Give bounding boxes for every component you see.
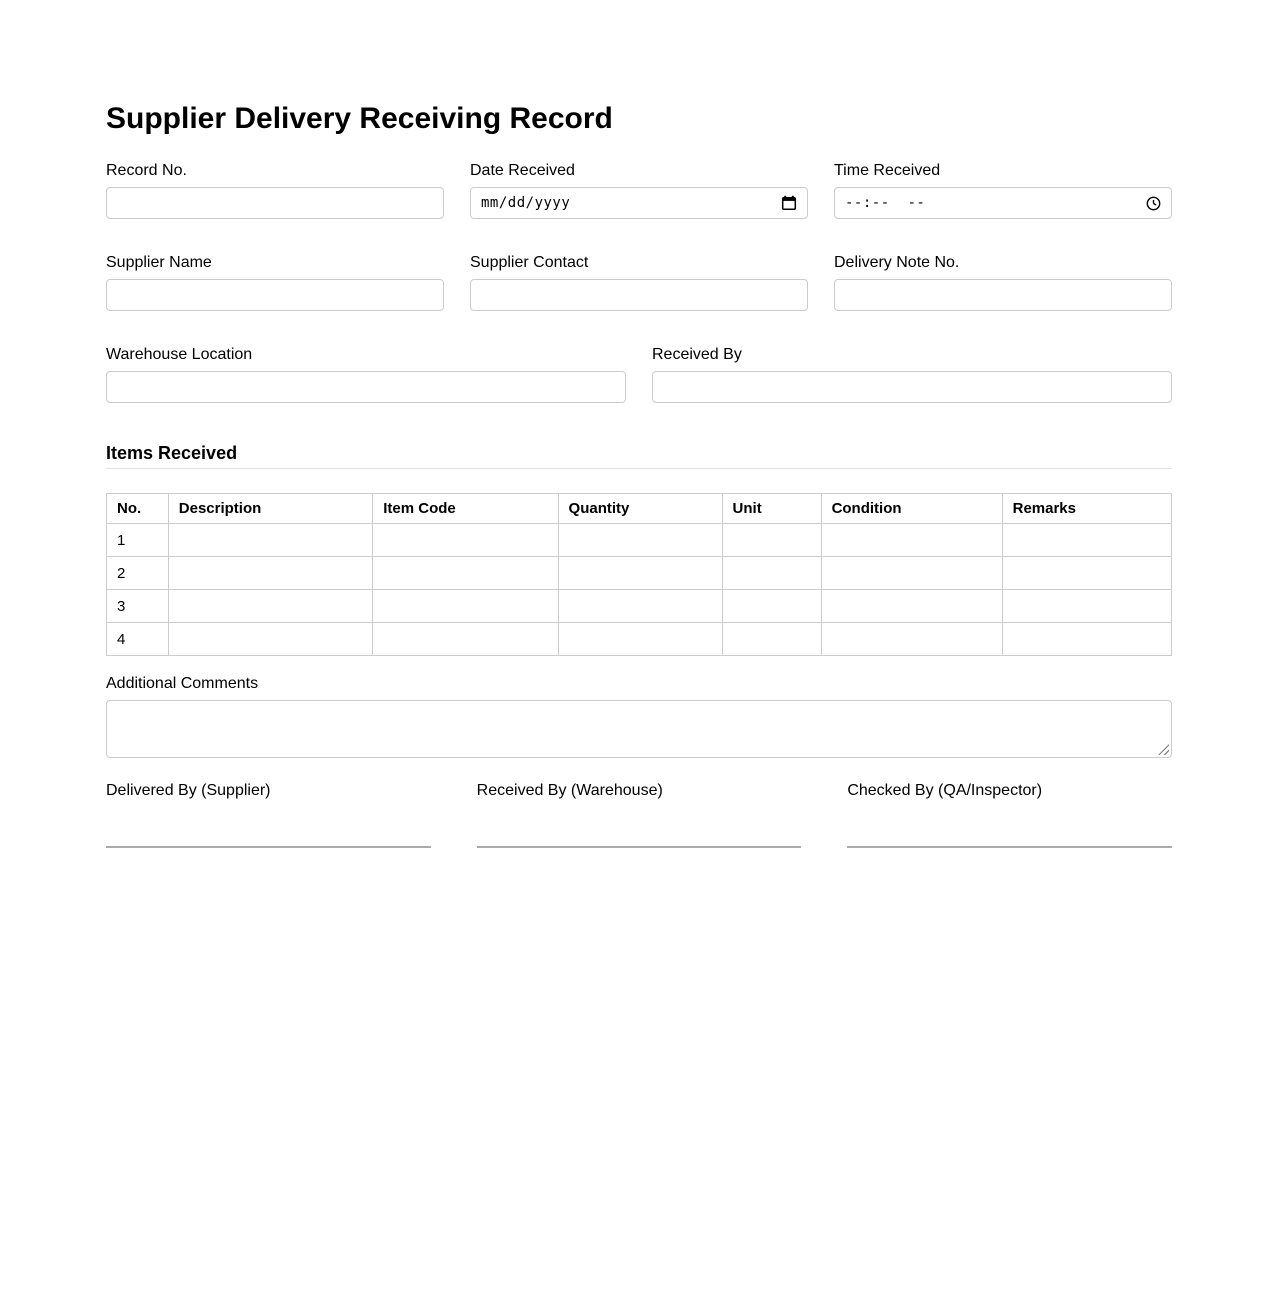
signature-line <box>106 846 431 848</box>
form-row-3 <box>106 345 1172 403</box>
checked-by-label: Checked By (QA/Inspector) <box>847 782 1043 799</box>
table-row <box>107 557 1172 590</box>
supplier-contact-field <box>470 253 808 311</box>
row4-unit-input[interactable] <box>733 623 811 655</box>
header-row <box>107 494 1172 524</box>
supplier-contact-label: Supplier Contact <box>470 254 589 271</box>
row3-unit-input[interactable] <box>733 590 811 622</box>
col-header-remarks: Remarks <box>1002 494 1171 524</box>
time-received-field <box>834 161 1172 219</box>
date-placeholder: mm/dd/yyyy <box>481 195 571 211</box>
table-row <box>107 524 1172 557</box>
page-title: Supplier Delivery Receiving Record <box>106 102 613 135</box>
row4-remarks-input[interactable] <box>1013 623 1161 655</box>
row4-quantity-input[interactable] <box>569 623 712 655</box>
row3-item-code-input[interactable] <box>383 590 547 622</box>
col-header-no: No. <box>107 494 169 524</box>
row3-remarks-input[interactable] <box>1013 590 1161 622</box>
row-number: 4 <box>107 623 169 656</box>
received-by-signature <box>477 781 802 848</box>
row4-condition-input[interactable] <box>832 623 992 655</box>
row2-quantity-input[interactable] <box>569 557 712 589</box>
additional-comments-block <box>106 674 1172 758</box>
time-received-input[interactable] <box>834 187 1172 219</box>
received-by-warehouse-label: Received By (Warehouse) <box>476 782 663 799</box>
signature-line <box>477 846 802 848</box>
delivery-note-no-label: Delivery Note No. <box>834 254 960 271</box>
row1-remarks-input[interactable] <box>1013 524 1161 556</box>
signature-line <box>847 846 1172 848</box>
row3-condition-input[interactable] <box>832 590 992 622</box>
received-by-field <box>652 345 1172 403</box>
form-container <box>106 0 1172 968</box>
row-number: 1 <box>107 524 169 557</box>
delivery-note-no-field <box>834 253 1172 311</box>
items-received-heading: Items Received <box>106 443 238 463</box>
row-number: 3 <box>107 590 169 623</box>
record-no-input[interactable] <box>106 187 444 219</box>
textarea-wrapper <box>106 700 1172 758</box>
row2-remarks-input[interactable] <box>1013 557 1161 589</box>
form-row-2 <box>106 253 1172 311</box>
table-row <box>107 623 1172 656</box>
row4-description-input[interactable] <box>179 623 362 655</box>
received-by-input[interactable] <box>652 371 1172 403</box>
supplier-name-input[interactable] <box>106 279 444 311</box>
warehouse-location-input[interactable] <box>106 371 626 403</box>
row-number: 2 <box>107 557 169 590</box>
row1-item-code-input[interactable] <box>383 524 547 556</box>
signatures-row <box>106 781 1172 968</box>
supplier-name-label: Supplier Name <box>106 254 212 271</box>
row1-description-input[interactable] <box>179 524 362 556</box>
row2-item-code-input[interactable] <box>383 557 547 589</box>
supplier-name-field <box>106 253 444 311</box>
col-header-quantity: Quantity <box>558 494 722 524</box>
date-received-label: Date Received <box>470 162 575 179</box>
items-table <box>106 493 1172 656</box>
row3-quantity-input[interactable] <box>569 590 712 622</box>
additional-comments-textarea[interactable] <box>106 700 1172 758</box>
delivered-by-label: Delivered By (Supplier) <box>106 782 271 799</box>
delivery-note-no-input[interactable] <box>834 279 1172 311</box>
delivered-by-signature <box>106 781 431 848</box>
date-received-input[interactable] <box>470 187 808 219</box>
row3-description-input[interactable] <box>179 590 362 622</box>
col-header-condition: Condition <box>821 494 1002 524</box>
row2-unit-input[interactable] <box>733 557 811 589</box>
section-divider <box>106 468 1172 469</box>
additional-comments-label: Additional Comments <box>106 675 259 692</box>
col-header-item-code: Item Code <box>373 494 558 524</box>
row4-item-code-input[interactable] <box>383 623 547 655</box>
row2-description-input[interactable] <box>179 557 362 589</box>
col-header-description: Description <box>168 494 372 524</box>
col-header-unit: Unit <box>722 494 821 524</box>
row1-condition-input[interactable] <box>832 524 992 556</box>
clock-icon[interactable] <box>1146 196 1161 211</box>
time-placeholder: --:-- -- <box>845 195 926 211</box>
table-row <box>107 590 1172 623</box>
warehouse-location-label: Warehouse Location <box>106 346 253 363</box>
calendar-icon[interactable] <box>781 195 797 211</box>
checked-by-signature <box>847 781 1172 848</box>
form-row-1 <box>106 161 1172 219</box>
items-table-header <box>107 494 1172 524</box>
row1-quantity-input[interactable] <box>569 524 712 556</box>
items-table-body <box>107 524 1172 656</box>
record-no-label: Record No. <box>106 162 187 179</box>
supplier-contact-input[interactable] <box>470 279 808 311</box>
row1-unit-input[interactable] <box>733 524 811 556</box>
row2-condition-input[interactable] <box>832 557 992 589</box>
date-received-field <box>470 161 808 219</box>
time-received-label: Time Received <box>834 162 941 179</box>
warehouse-location-field <box>106 345 626 403</box>
record-no-field <box>106 161 444 219</box>
received-by-label: Received By <box>652 346 742 363</box>
